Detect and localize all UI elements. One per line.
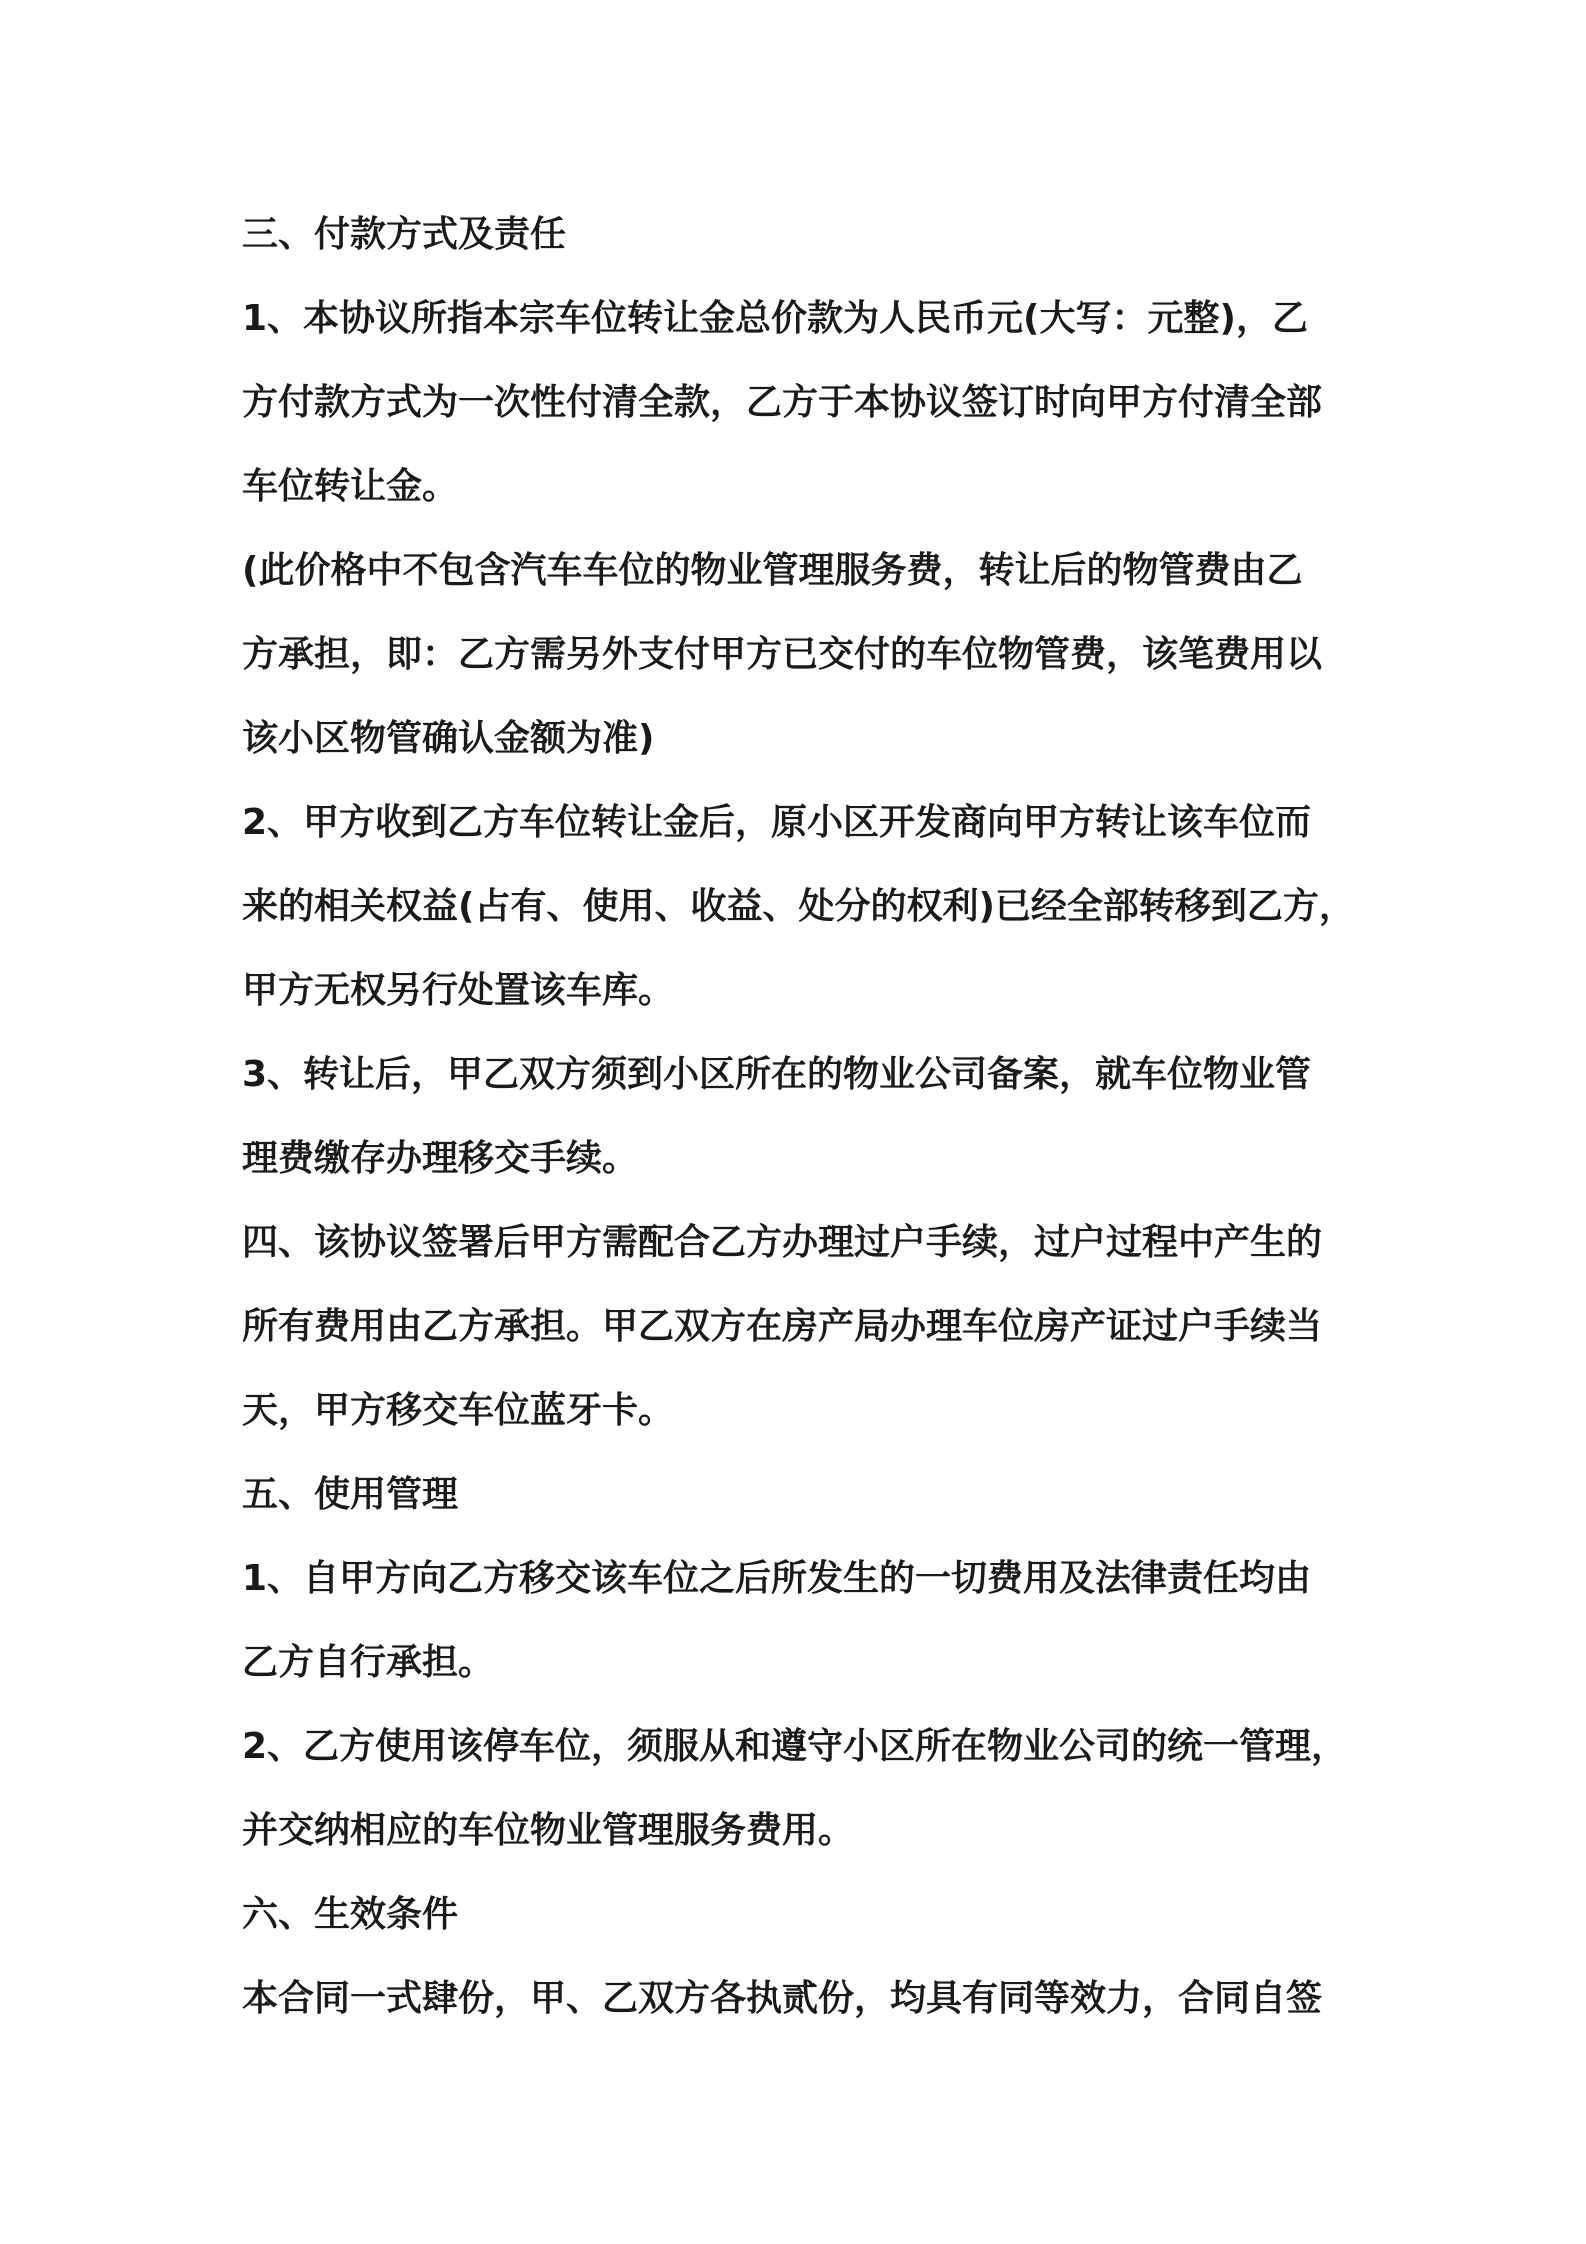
text-line: 乙方自行承担。 — [242, 1642, 495, 1683]
section-heading-transfer: 四、该协议签署后甲方需配合乙方办理过户手续，过户过程中产生的 — [242, 1222, 1323, 1263]
text-line: 1、自甲方向乙方移交该车位之后所发生的一切费用及法律责任均由 — [242, 1558, 1312, 1599]
text-line: 理费缴存办理移交手续。 — [242, 1138, 639, 1179]
text-line: 本合同一式肆份，甲、乙双方各执贰份，均具有同等效力，合同自签 — [242, 1978, 1323, 2019]
text-line: 方承担，即：乙方需另外支付甲方已交付的车位物管费，该笔费用以 — [242, 634, 1323, 675]
text-line: (此价格中不包含汽车车位的物业管理服务费，转让后的物管费由乙 — [242, 550, 1303, 591]
text-line: 3、转让后，甲乙双方须到小区所在的物业公司备案，就车位物业管 — [242, 1054, 1312, 1095]
document-body — [242, 193, 1362, 2041]
text-line: 来的相关权益(占有、使用、收益、处分的权利)已经全部转移到乙方， — [242, 886, 1355, 927]
section-heading-effect: 六、生效条件 — [242, 1894, 459, 1935]
text-line: 并交纳相应的车位物业管理服务费用。 — [242, 1810, 855, 1851]
text-line: 1、本协议所指本宗车位转让金总价款为人民币元(大写：元整)，乙 — [242, 298, 1308, 339]
text-line: 方付款方式为一次性付清全款，乙方于本协议签订时向甲方付清全部 — [242, 382, 1323, 423]
text-line: 甲方无权另行处置该车库。 — [242, 970, 675, 1011]
text-line: 所有费用由乙方承担。甲乙双方在房产局办理车位房产证过户手续当 — [242, 1306, 1323, 1347]
section-heading-payment: 三、付款方式及责任 — [242, 214, 567, 255]
text-line: 该小区物管确认金额为准) — [242, 718, 655, 759]
text-line: 2、甲方收到乙方车位转让金后，原小区开发商向甲方转让该车位而 — [242, 802, 1312, 843]
text-line: 2、乙方使用该停车位，须服从和遵守小区所在物业公司的统一管理， — [242, 1726, 1348, 1767]
section-heading-usage: 五、使用管理 — [242, 1474, 459, 1515]
text-line: 天，甲方移交车位蓝牙卡。 — [242, 1390, 675, 1431]
text-line: 车位转让金。 — [242, 466, 459, 507]
